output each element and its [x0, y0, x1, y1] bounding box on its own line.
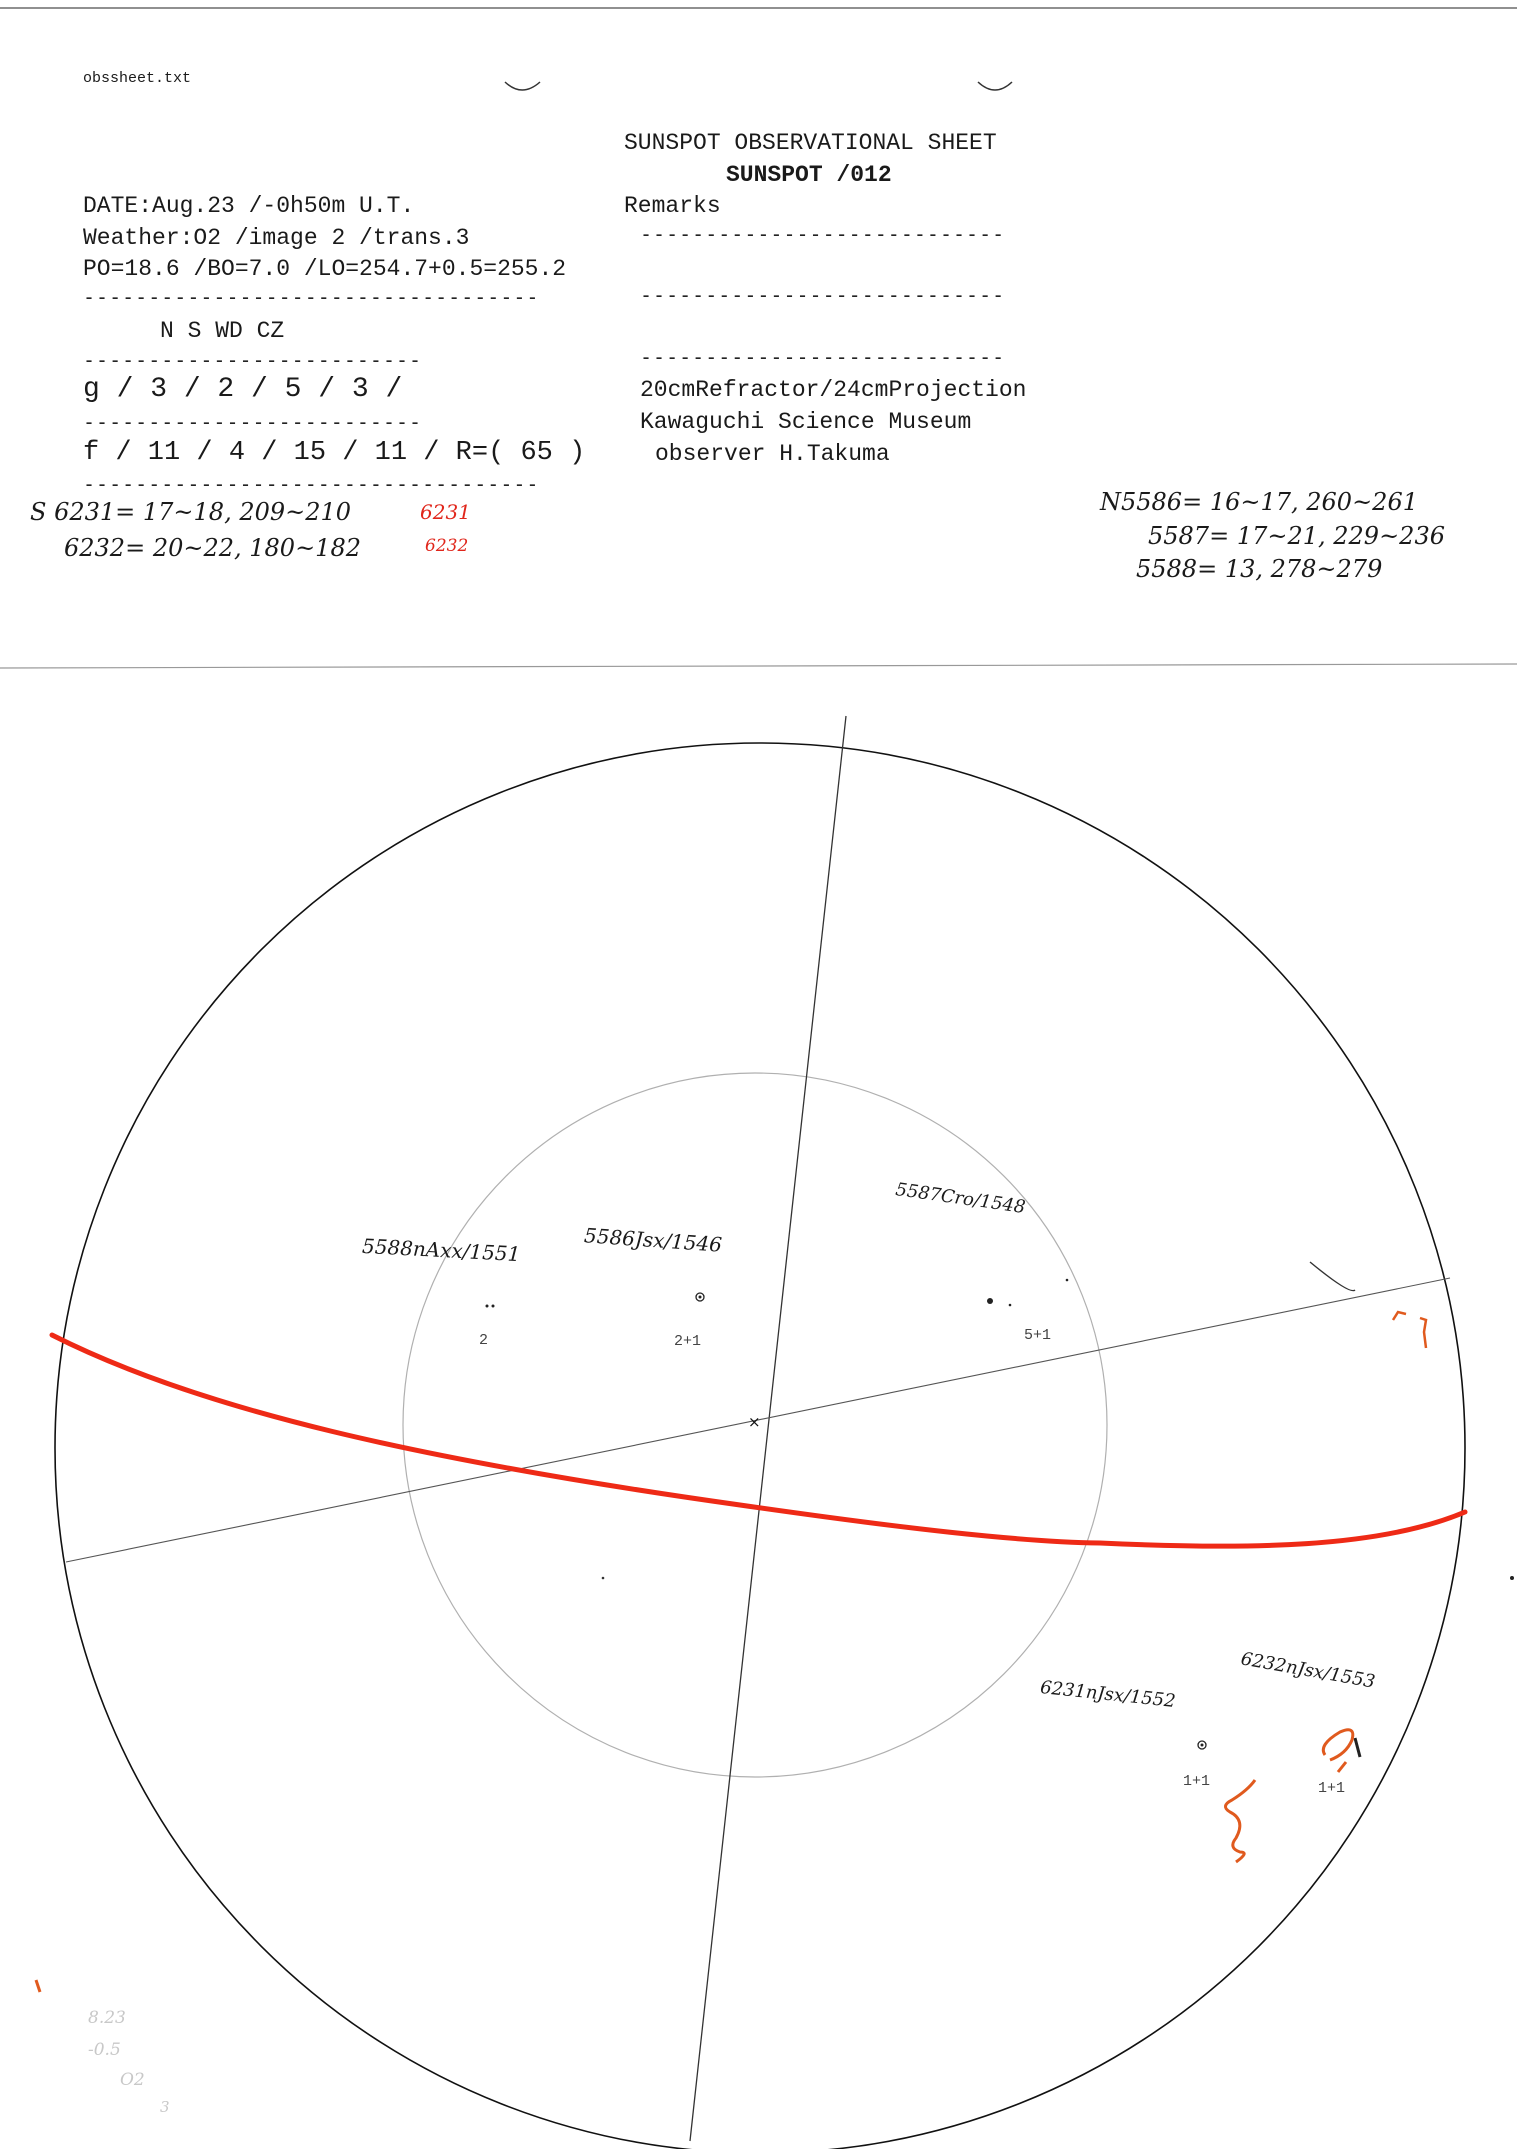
- spot-5588-a: [486, 1305, 489, 1308]
- columns-header: N S WD CZ: [160, 318, 285, 344]
- note-5586: N5586= 16~17, 260~261: [1100, 488, 1418, 516]
- instrument-line: 20cmRefractor/24cmProjection: [640, 377, 1027, 403]
- polar-axis: [690, 716, 846, 2141]
- note-6231: S 6231= 17~18, 209~210: [30, 498, 352, 526]
- solar-disk: [55, 743, 1465, 2149]
- remarks-line-3: ----------------------------: [640, 345, 1006, 369]
- spot-5587-b: [1009, 1304, 1012, 1307]
- params-line: PO=18.6 /BO=7.0 /LO=254.7+0.5=255.2: [83, 256, 567, 282]
- label-5588: 5588nAxx/1551: [361, 1233, 521, 1267]
- remarks-line-2: ----------------------------: [640, 283, 1006, 307]
- facula-3: [1225, 1780, 1255, 1862]
- divider-2: --------------------------: [83, 348, 423, 372]
- fold-line: [0, 664, 1517, 668]
- limb-tick: [1310, 1262, 1355, 1291]
- facula-1: [1393, 1312, 1406, 1320]
- note-6232-red: 6232: [425, 536, 469, 556]
- corner-note-4: 3: [160, 2098, 170, 2116]
- observer-line: observer H.Takuma: [655, 441, 890, 467]
- note-6231-red: 6231: [420, 500, 471, 524]
- file-label: obssheet.txt: [83, 70, 192, 87]
- punch-hole-right: [978, 82, 1012, 90]
- spot-5586-core: [699, 1296, 702, 1299]
- divider-4: -----------------------------------: [83, 472, 540, 496]
- facula-2: [1420, 1318, 1426, 1348]
- weather-line: Weather:O2 /image 2 /trans.3: [83, 225, 470, 251]
- remarks-label: Remarks: [624, 193, 721, 219]
- divider-1: -----------------------------------: [83, 285, 540, 309]
- count-5586: 2+1: [674, 1333, 702, 1350]
- spot-5587-c: [1066, 1279, 1069, 1282]
- label-5586: 5586Jsx/1546: [583, 1223, 723, 1257]
- facula-4: [1323, 1730, 1352, 1772]
- edge-dot: [1510, 1576, 1514, 1580]
- spot-6231-core: [1201, 1744, 1204, 1747]
- sheet-number: SUNSPOT /012: [726, 162, 892, 188]
- location-line: Kawaguchi Science Museum: [640, 409, 972, 435]
- disk-speck: [602, 1577, 605, 1580]
- f-row: f / 11 / 4 / 15 / 11 / R=( 65 ): [83, 438, 586, 468]
- label-6232: 6232nJsx/1553: [1239, 1648, 1377, 1693]
- label-6231: 6231nJsx/1552: [1039, 1676, 1177, 1713]
- punch-hole-left: [505, 82, 540, 90]
- spot-5588-b: [492, 1305, 495, 1308]
- note-5588: 5588= 13, 278~279: [1136, 555, 1383, 583]
- note-5587: 5587= 17~21, 229~236: [1148, 522, 1445, 550]
- center-mark: ×: [748, 1413, 761, 1431]
- facula-5: [36, 1980, 40, 1992]
- corner-note-2: -0.5: [88, 2040, 121, 2060]
- remarks-line-1: ----------------------------: [640, 222, 1006, 246]
- corner-note-3: O2: [120, 2070, 145, 2090]
- date-line: DATE:Aug.23 /-0h50m U.T.: [83, 193, 415, 219]
- count-6231: 1+1: [1183, 1773, 1211, 1790]
- corner-note-1: 8.23: [88, 2008, 126, 2028]
- sheet-title: SUNSPOT OBSERVATIONAL SHEET: [624, 130, 997, 156]
- note-6232: 6232= 20~22, 180~182: [64, 534, 361, 562]
- spot-5587-a: [987, 1298, 993, 1304]
- g-row: g / 3 / 2 / 5 / 3 /: [83, 374, 403, 405]
- spot-6232: [1355, 1738, 1360, 1757]
- count-5588: 2: [479, 1332, 489, 1349]
- count-6232: 1+1: [1318, 1780, 1346, 1797]
- count-5587: 5+1: [1024, 1327, 1052, 1344]
- divider-3: --------------------------: [83, 410, 423, 434]
- label-5587: 5587Cro/1548: [894, 1178, 1027, 1219]
